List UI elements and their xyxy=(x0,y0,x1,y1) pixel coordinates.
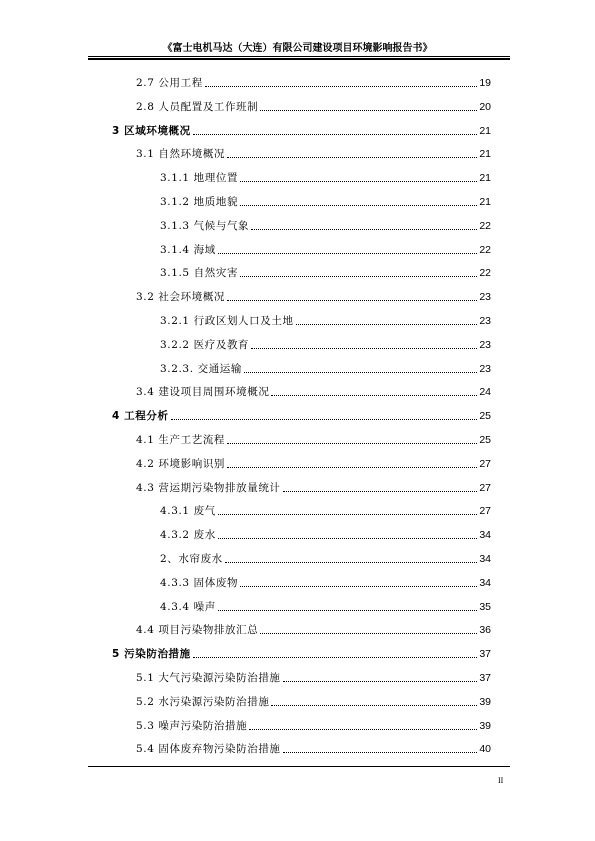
toc-dot-leader xyxy=(240,585,477,587)
toc-entry[interactable] xyxy=(112,407,491,423)
toc-entry[interactable] xyxy=(160,312,491,328)
toc-entry[interactable] xyxy=(136,621,491,637)
toc-dot-leader xyxy=(218,513,477,515)
toc-entry-title: 3.1.2 地质地貌 xyxy=(160,196,239,208)
toc-entry-page-number: 23 xyxy=(479,291,491,304)
toc-entry[interactable] xyxy=(160,264,491,280)
toc-entry-title: 5.4 固体废弃物污染防治措施 xyxy=(136,743,281,756)
toc-entry-title: 3.2 社会环境概况 xyxy=(136,291,226,304)
toc-dot-leader xyxy=(260,109,477,111)
toc-dot-leader xyxy=(260,632,477,634)
toc-dot-leader xyxy=(251,228,477,230)
toc-dot-leader xyxy=(296,323,478,325)
toc-entry-page-number: 21 xyxy=(479,124,491,137)
toc-entry-page-number: 22 xyxy=(479,243,491,256)
toc-entry-title: 3.1.5 自然灾害 xyxy=(160,267,239,280)
toc-entry-title: 4.1 生产工艺流程 xyxy=(136,434,226,446)
toc-entry-page-number: 39 xyxy=(479,719,491,732)
toc-dot-leader xyxy=(240,204,477,206)
toc-dot-leader xyxy=(193,133,478,135)
toc-dot-leader xyxy=(283,490,478,492)
toc-entry-page-number: 22 xyxy=(479,219,491,232)
toc-entry[interactable] xyxy=(112,122,491,138)
toc-dot-leader xyxy=(271,704,477,706)
page-header-title: 《富士电机马达（大连）有限公司建设项目环境影响报告书》 xyxy=(162,43,433,54)
toc-entry-page-number: 39 xyxy=(479,695,491,708)
toc-entry-page-number: 35 xyxy=(479,600,491,613)
toc-entry-page-number: 19 xyxy=(479,77,491,89)
toc-entry-title: 3.1.4 海域 xyxy=(160,243,216,256)
toc-entry-page-number: 20 xyxy=(479,100,491,113)
toc-entry[interactable] xyxy=(136,383,491,399)
toc-entry[interactable] xyxy=(136,288,491,304)
toc-dot-leader xyxy=(218,609,477,611)
toc-entry-title: 3.2.1 行政区划人口及土地 xyxy=(160,315,294,327)
toc-entry-title: 2.7 公用工程 xyxy=(136,77,203,89)
toc-entry[interactable] xyxy=(136,455,491,471)
toc-entry-page-number: 21 xyxy=(479,172,491,185)
toc-entry-title: 3.1.3 气候与气象 xyxy=(160,219,250,232)
toc-entry[interactable] xyxy=(136,693,491,709)
toc-entry-title: 3 区域环境概况 xyxy=(112,124,191,137)
toc-entry-page-number: 21 xyxy=(479,148,491,161)
footer-divider xyxy=(88,766,510,767)
toc-entry[interactable] xyxy=(160,169,491,185)
toc-entry-title: 5.3 噪声污染防治措施 xyxy=(136,719,248,732)
toc-entry[interactable] xyxy=(136,145,491,161)
toc-entry-page-number: 40 xyxy=(479,743,491,756)
toc-entry-title: 5 污染防治措施 xyxy=(112,648,191,661)
toc-entry-title: 2.8 人员配置及工作班制 xyxy=(136,100,259,113)
toc-entry[interactable] xyxy=(160,217,491,233)
toc-entry[interactable] xyxy=(136,717,491,733)
toc-entry-title: 3.1 自然环境概况 xyxy=(136,148,226,161)
toc-entry-title: 4 工程分析 xyxy=(112,410,169,423)
toc-entry-title: 3.1.1 地理位置 xyxy=(160,172,239,185)
toc-entry[interactable] xyxy=(160,241,491,257)
toc-entry-title: 3.2.3. 交通运输 xyxy=(160,362,242,375)
toc-dot-leader xyxy=(240,180,477,182)
toc-entry-page-number: 23 xyxy=(479,362,491,375)
toc-entry-title: 4.4 项目污染物排放汇总 xyxy=(136,624,259,637)
toc-entry[interactable] xyxy=(160,550,491,566)
toc-entry[interactable] xyxy=(160,598,491,614)
toc-entry-title: 3.4 建设项目周围环境概况 xyxy=(136,386,270,399)
toc-entry[interactable] xyxy=(160,526,491,542)
toc-dot-leader xyxy=(283,680,478,682)
toc-entry-page-number: 27 xyxy=(479,505,491,518)
toc-dot-leader xyxy=(227,156,477,158)
toc-dot-leader xyxy=(249,728,477,730)
toc-dot-leader xyxy=(171,418,478,420)
toc-entry[interactable] xyxy=(136,74,491,90)
toc-entry-title: 5.2 水污染源污染防治措施 xyxy=(136,695,270,708)
toc-entry-title: 4.3.1 废气 xyxy=(160,505,216,518)
toc-entry-title: 3.2.2 医疗及教育 xyxy=(160,338,250,351)
toc-dot-leader xyxy=(225,561,478,563)
toc-dot-leader xyxy=(251,347,477,349)
toc-entry-page-number: 27 xyxy=(479,457,491,470)
toc-entry[interactable] xyxy=(112,645,491,661)
page-number: II xyxy=(498,776,504,785)
toc-dot-leader xyxy=(244,371,477,373)
toc-dot-leader xyxy=(227,466,477,468)
toc-dot-leader xyxy=(240,275,477,277)
toc-entry-page-number: 23 xyxy=(479,338,491,351)
toc-entry[interactable] xyxy=(136,479,491,495)
toc-entry-page-number: 37 xyxy=(479,672,491,684)
toc-entry-page-number: 23 xyxy=(479,315,491,327)
toc-entry[interactable] xyxy=(160,360,491,376)
toc-entry-page-number: 37 xyxy=(479,648,491,661)
toc-entry-title: 4.3 营运期污染物排放量统计 xyxy=(136,481,281,494)
toc-entry-page-number: 36 xyxy=(479,624,491,637)
toc-entry[interactable] xyxy=(160,193,491,209)
toc-entry-title: 2、水帘废水 xyxy=(160,553,223,565)
toc-entry-title: 4.3.4 噪声 xyxy=(160,600,216,613)
toc-entry-page-number: 27 xyxy=(479,481,491,494)
toc-entry[interactable] xyxy=(136,98,491,114)
toc-entry-title: 4.3.3 固体废物 xyxy=(160,576,239,589)
toc-dot-leader xyxy=(227,442,477,444)
toc-dot-leader xyxy=(271,394,477,396)
toc-entry-page-number: 21 xyxy=(479,196,491,208)
header-divider-thick xyxy=(88,58,510,60)
toc-dot-leader xyxy=(205,85,477,87)
toc-entry-page-number: 34 xyxy=(479,529,491,542)
toc-entry-title: 4.2 环境影响识别 xyxy=(136,457,226,470)
toc-dot-leader xyxy=(193,656,478,658)
toc-entry-title: 5.1 大气污染源污染防治措施 xyxy=(136,672,281,684)
toc-entry-title: 4.3.2 废水 xyxy=(160,529,216,542)
toc-entry[interactable] xyxy=(160,574,491,590)
toc-dot-leader xyxy=(227,299,477,301)
header-divider xyxy=(88,56,510,57)
toc-entry-page-number: 24 xyxy=(479,386,491,399)
toc-entry-page-number: 34 xyxy=(479,576,491,589)
toc-entry-page-number: 34 xyxy=(479,553,491,565)
toc-dot-leader xyxy=(218,252,477,254)
toc-entry[interactable] xyxy=(136,431,491,447)
toc-entry-page-number: 22 xyxy=(479,267,491,280)
toc-entry[interactable] xyxy=(160,502,491,518)
toc-entry[interactable] xyxy=(160,336,491,352)
toc-entry-page-number: 25 xyxy=(479,434,491,446)
toc-entry-page-number: 25 xyxy=(479,410,491,423)
toc-dot-leader xyxy=(283,751,478,753)
toc-entry[interactable] xyxy=(136,669,491,685)
toc-entry[interactable] xyxy=(136,740,491,756)
toc-dot-leader xyxy=(218,537,477,539)
